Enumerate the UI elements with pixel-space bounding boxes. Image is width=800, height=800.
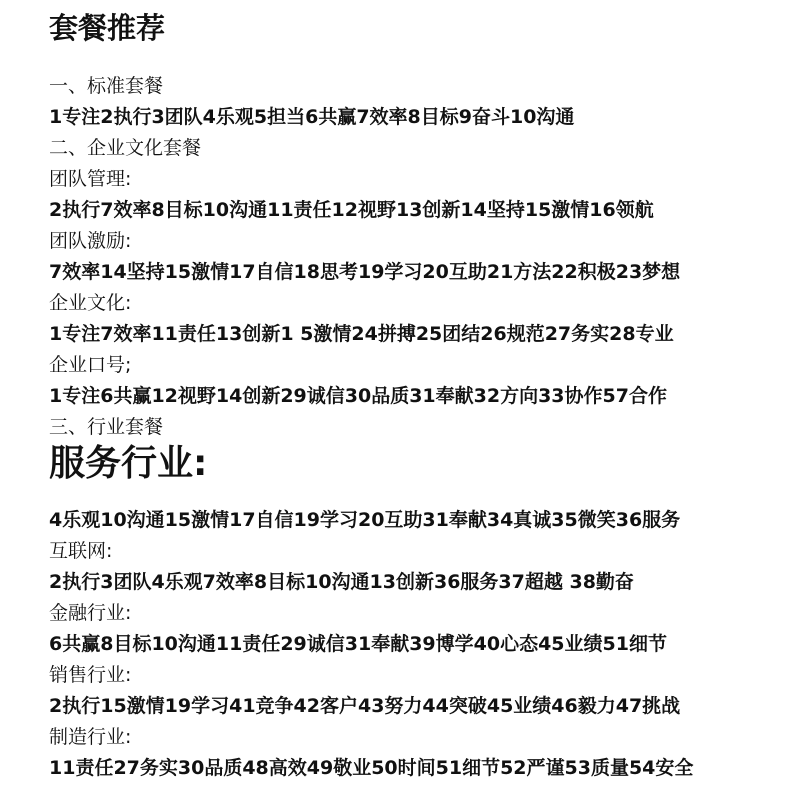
team-mgmt-label: 团队管理: (49, 168, 132, 190)
service-items: 4乐观10沟通15激情17自信19学习20互助31奉献34真诚35微笑36服务 (49, 509, 681, 531)
standard-heading: 一、标准套餐 (49, 75, 164, 97)
team-mgmt-items: 2执行7效率8目标10沟通11责任12视野13创新14坚持15激情16领航 (49, 199, 654, 221)
finance-label: 金融行业: (49, 602, 132, 624)
corp-culture-items: 1专注7效率11责任13创新1 5激情24拼搏25团结26规范27务实28专业 (49, 323, 674, 345)
industry-heading: 三、行业套餐 (49, 416, 164, 438)
corp-culture-label: 企业文化: (49, 292, 132, 314)
sales-label: 销售行业: (49, 664, 132, 686)
standard-items: 1专注2执行3团队4乐观5担当6共赢7效率8目标9奋斗10沟通 (49, 106, 575, 128)
page-title: 套餐推荐 (49, 11, 166, 45)
culture-heading: 二、企业文化套餐 (49, 137, 202, 159)
internet-items: 2执行3团队4乐观7效率8目标10沟通13创新36服务37超越 38勤奋 (49, 571, 634, 593)
corp-slogan-items: 1专注6共赢12视野14创新29诚信30品质31奉献32方向33协作57合作 (49, 385, 667, 407)
manufacturing-items: 11责任27务实30品质48高效49敬业50时间51细节52严谨53质量54安全 (49, 757, 694, 779)
team-incentive-items: 7效率14坚持15激情17自信18思考19学习20互助21方法22积极23梦想 (49, 261, 681, 283)
manufacturing-label: 制造行业: (49, 726, 132, 748)
corp-slogan-label: 企业口号; (49, 354, 132, 376)
sales-items: 2执行15激情19学习41竞争42客户43努力44突破45业绩46毅力47挑战 (49, 695, 681, 717)
finance-items: 6共赢8目标10沟通11责任29诚信31奉献39博学40心态45业绩51细节 (49, 633, 667, 655)
service-heading: 服务行业: (49, 443, 208, 484)
team-incentive-label: 团队激励: (49, 230, 132, 252)
internet-label: 互联网: (49, 540, 113, 562)
